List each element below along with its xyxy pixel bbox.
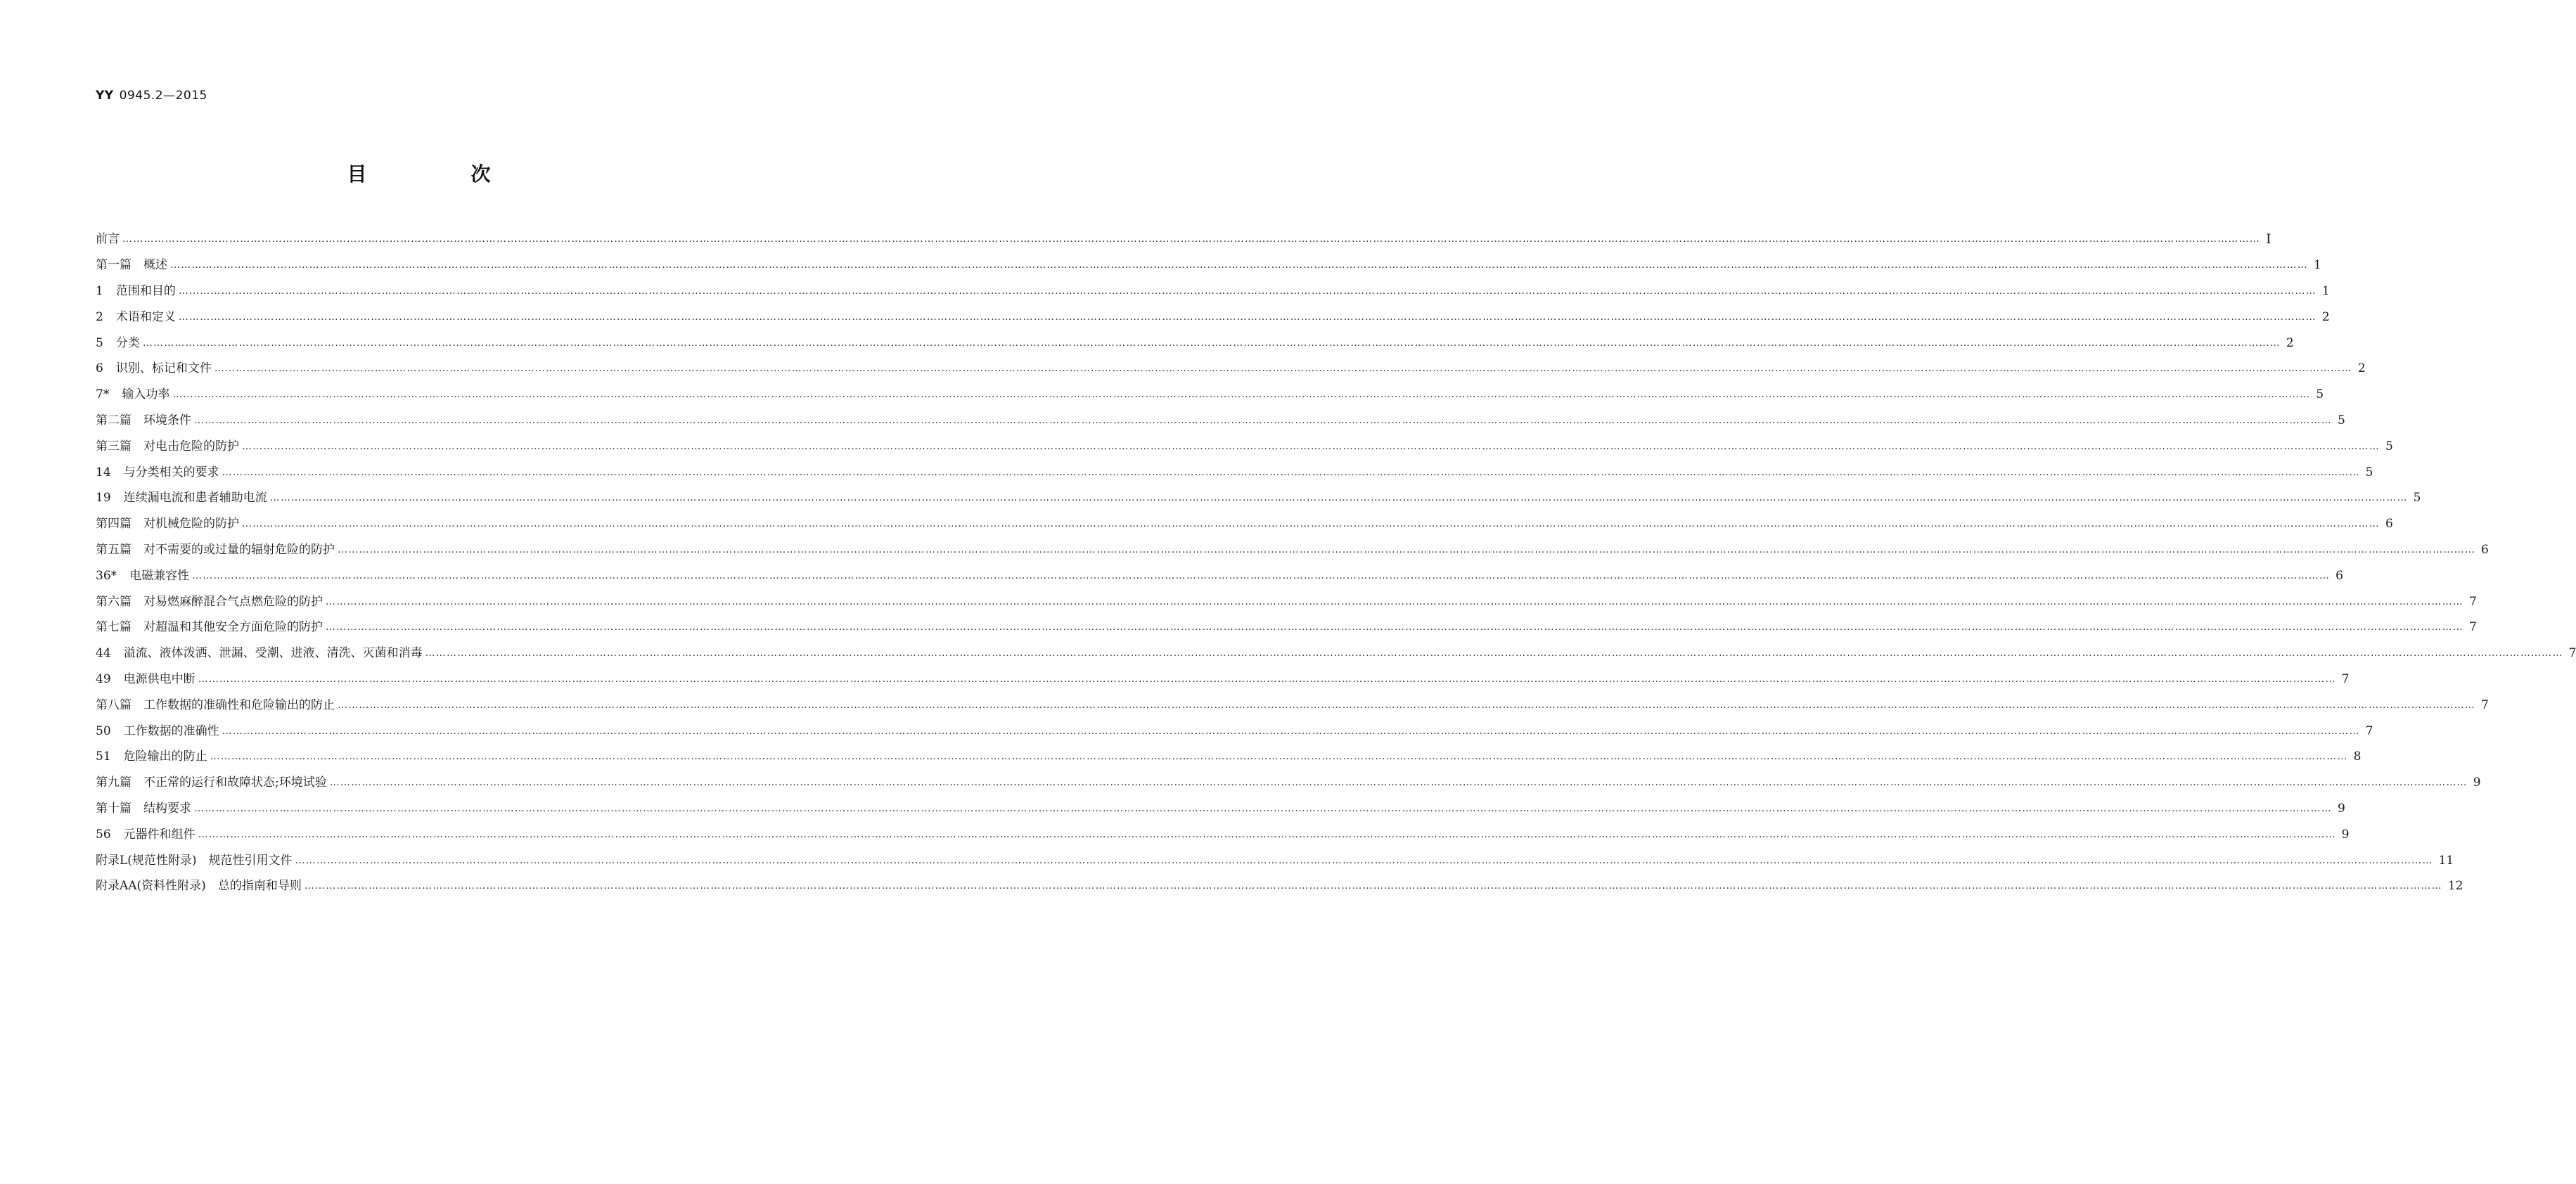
toc-dot-leader: …………………………………………………………………………………………………………………………………………………………………………………………………………………………………………………………………………………………………………………………………………………………………………………………………………………………………………………………………………………………………………………………………………………… [170,259,2308,271]
document-code-prefix: YY [96,89,114,103]
toc-dot-leader: …………………………………………………………………………………………………………………………………………………………………………………………………………………………………………………………………………………………………………………………………………………………………………………………………………………………………………………………………………………………………………………………………………………… [142,337,2281,349]
toc-entry-label: 工作数据的准确性 [123,723,219,738]
toc-dot-leader: …………………………………………………………………………………………………………………………………………………………………………………………………………………………………………………………………………………………………………………………………………………………………………………………………………………………………………………………………………………………………………………………………………………… [242,518,2380,530]
toc-entry[interactable] [96,485,2421,511]
toc-entry[interactable] [96,744,2362,770]
toc-entry[interactable] [96,330,2294,356]
toc-dot-leader: …………………………………………………………………………………………………………………………………………………………………………………………………………………………………………………………………………………………………………………………………………………………………………………………………………………………………………………………………………………………………………………………………………………… [192,570,2331,581]
toc-entry-page: 7 [2469,594,2477,609]
toc-entry-number: 2 [96,309,103,324]
toc-entry-label: 第九篇 不正常的运行和故障状态;环境试验 [96,776,327,790]
toc-entry-page: 8 [2353,749,2362,764]
toc-entry[interactable] [96,641,2576,667]
toc-entry-page: 2 [2357,361,2366,376]
toc-entry-page: Ⅰ [2266,231,2271,247]
toc-entry-number: 19 [96,491,111,506]
toc-entry-number: 51 [96,749,111,764]
toc-entry-page: 9 [2473,776,2481,790]
toc-dot-leader: …………………………………………………………………………………………………………………………………………………………………………………………………………………………………………………………………………………………………………………………………………………………………………………………………………………………………………………………………………………………………………………………………………………… [214,363,2352,375]
toc-dot-leader: …………………………………………………………………………………………………………………………………………………………………………………………………………………………………………………………………………………………………………………………………………………………………………………………………………………………………………………………………………………………………………………………………………………… [304,880,2442,892]
toc-entry-label: 第一篇 概述 [96,258,167,273]
toc-dot-leader: …………………………………………………………………………………………………………………………………………………………………………………………………………………………………………………………………………………………………………………………………………………………………………………………………………………………………………………………………………………………………………………………………………………… [425,648,2563,659]
toc-dot-leader: …………………………………………………………………………………………………………………………………………………………………………………………………………………………………………………………………………………………………………………………………………………………………………………………………………………………………………………………………………………………………………………………………………………… [326,596,2463,607]
toc-entry-label: 范围和目的 [115,283,176,298]
toc-entry-page: 7 [2365,723,2373,738]
toc-entry-page: 1 [2314,258,2321,273]
toc-entry-page: 7 [2481,697,2489,712]
toc-entry-label: 第十篇 结构要求 [96,801,191,816]
toc-entry-label: 术语和定义 [115,309,176,324]
toc-entry-page: 1 [2321,283,2330,298]
toc-dot-leader: …………………………………………………………………………………………………………………………………………………………………………………………………………………………………………………………………………………………………………………………………………………………………………………………………………………………………………………………………………………………………………………………………………………… [178,311,2317,323]
page-title: 目 次 [347,162,533,186]
toc-entry-label: 电磁兼容性 [129,568,190,583]
toc-dot-leader: …………………………………………………………………………………………………………………………………………………………………………………………………………………………………………………………………………………………………………………………………………………………………………………………………………………………………………………………………………………………………………………………………………………… [198,828,2336,840]
toc-entry[interactable] [96,718,2373,744]
toc-entry[interactable] [96,511,2393,537]
toc-entry-label: 分类 [115,335,140,350]
toc-entry[interactable] [96,562,2343,588]
toc-entry-number: 6 [96,361,103,376]
toc-dot-leader: …………………………………………………………………………………………………………………………………………………………………………………………………………………………………………………………………………………………………………………………………………………………………………………………………………………………………………………………………………………………………………………………………………………… [338,543,2475,555]
toc-entry-label: 第八篇 工作数据的准确性和危险输出的防止 [96,697,335,712]
toc-entry-page: 7 [2341,671,2350,686]
document-code-number: 0945.2—2015 [119,89,207,103]
toc-entry-label: 输入功率 [122,387,170,402]
toc-entry-page: 11 [2438,853,2454,868]
toc-dot-leader: …………………………………………………………………………………………………………………………………………………………………………………………………………………………………………………………………………………………………………………………………………………………………………………………………………………………………………………………………………………………………………………………………………………… [242,440,2380,452]
toc-entry-page: 9 [2338,801,2345,816]
toc-entry-page: 6 [2385,517,2393,532]
toc-dot-leader: …………………………………………………………………………………………………………………………………………………………………………………………………………………………………………………………………………………………………………………………………………………………………………………………………………………………………………………………………………………………………………………………………………………… [194,414,2332,426]
toc-entry-label: 危险输出的防止 [123,749,207,764]
toc-entry[interactable] [96,408,2345,434]
toc-entry-label: 与分类相关的要求 [123,465,219,480]
toc-entry-label: 溢流、液体泼洒、泄漏、受潮、进液、清洗、灭菌和消毒 [123,646,423,661]
toc-entry-label: 识别、标记和文件 [115,361,212,376]
toc-entry[interactable] [96,692,2489,718]
toc-dot-leader: …………………………………………………………………………………………………………………………………………………………………………………………………………………………………………………………………………………………………………………………………………………………………………………………………………………………………………………………………………………………………………………………………………………… [122,233,2260,245]
toc-dot-leader: …………………………………………………………………………………………………………………………………………………………………………………………………………………………………………………………………………………………………………………………………………………………………………………………………………………………………………………………………………………………………………………………………………………… [329,777,2468,789]
toc-entry-page: 2 [2286,335,2294,350]
toc-entry-label: 第二篇 环境条件 [96,413,191,427]
toc-entry[interactable] [96,796,2345,822]
toc-dot-leader: …………………………………………………………………………………………………………………………………………………………………………………………………………………………………………………………………………………………………………………………………………………………………………………………………………………………………………………………………………………………………………………………………………………… [198,673,2336,685]
toc-entry-page: 7 [2469,620,2477,635]
toc-dot-leader: …………………………………………………………………………………………………………………………………………………………………………………………………………………………………………………………………………………………………………………………………………………………………………………………………………………………………………………………………………………………………………………………………………………… [172,389,2311,401]
toc-entry[interactable] [96,252,2321,278]
toc-entry-label: 连续漏电流和患者辅助电流 [123,491,267,506]
toc-entry[interactable] [96,873,2463,899]
toc-entry[interactable] [96,304,2330,330]
toc-dot-leader: …………………………………………………………………………………………………………………………………………………………………………………………………………………………………………………………………………………………………………………………………………………………………………………………………………………………………………………………………………………………………………………………………………………… [210,751,2348,763]
toc-entry-number: 1 [96,283,103,298]
toc-entry-number: 36* [96,568,117,583]
toc-dot-leader: …………………………………………………………………………………………………………………………………………………………………………………………………………………………………………………………………………………………………………………………………………………………………………………………………………………………………………………………………………………………………………………………………………………… [194,802,2332,814]
toc-entry-label: 第五篇 对不需要的或过量的辐射危险的防护 [96,542,335,557]
toc-entry-label: 第四篇 对机械危险的防护 [96,517,239,532]
toc-entry-page: 5 [2365,465,2373,480]
toc-entry-page: 5 [2413,491,2421,506]
toc-entry-number: 50 [96,723,111,738]
toc-entry-label: 附录AA(资料性附录) 总的指南和导则 [96,879,302,894]
toc-dot-leader: …………………………………………………………………………………………………………………………………………………………………………………………………………………………………………………………………………………………………………………………………………………………………………………………………………………………………………………………………………………………………………………………………………………… [222,725,2360,737]
toc-entry[interactable] [96,588,2477,614]
toc-entry-label: 第六篇 对易燃麻醉混合气点燃危险的防护 [96,594,323,609]
toc-entry-label: 电源供电中断 [123,671,196,686]
toc-dot-leader: …………………………………………………………………………………………………………………………………………………………………………………………………………………………………………………………………………………………………………………………………………………………………………………………………………………………………………………………………………………………………………………………………………………… [338,699,2475,711]
toc-entry-page: 6 [2335,568,2343,583]
toc-entry[interactable] [96,459,2373,485]
table-of-contents [96,226,2576,899]
toc-entry-page: 5 [2316,387,2324,402]
toc-entry-page: 12 [2447,879,2463,894]
toc-entry[interactable] [96,433,2393,459]
toc-entry-page: 5 [2338,413,2345,427]
toc-entry-number: 14 [96,465,111,480]
toc-entry[interactable] [96,614,2477,641]
toc-entry[interactable] [96,278,2330,304]
toc-entry-page: 9 [2341,827,2350,842]
toc-entry-page: 2 [2321,309,2330,324]
toc-entry[interactable] [96,847,2454,873]
toc-entry-label: 第三篇 对电击危险的防护 [96,439,239,453]
toc-entry[interactable] [96,667,2350,693]
toc-dot-leader: …………………………………………………………………………………………………………………………………………………………………………………………………………………………………………………………………………………………………………………………………………………………………………………………………………………………………………………………………………………………………………………………………………………… [295,854,2433,866]
toc-entry-label: 第七篇 对超温和其他安全方面危险的防护 [96,620,323,635]
toc-entry[interactable] [96,537,2489,563]
toc-entry[interactable] [96,821,2350,847]
toc-entry-number: 7* [96,387,110,402]
toc-dot-leader: …………………………………………………………………………………………………………………………………………………………………………………………………………………………………………………………………………………………………………………………………………………………………………………………………………………………………………………………………………………………………………………………………………………… [222,466,2360,478]
toc-entry-page: 7 [2568,646,2576,661]
toc-dot-leader: …………………………………………………………………………………………………………………………………………………………………………………………………………………………………………………………………………………………………………………………………………………………………………………………………………………………………………………………………………………………………………………………………………………… [178,285,2317,297]
toc-entry-page: 5 [2385,439,2393,453]
toc-entry-label: 附录L(规范性附录) 规范性引用文件 [96,853,293,868]
toc-entry[interactable] [96,226,2271,252]
toc-entry-number: 56 [96,827,111,842]
toc-dot-leader: …………………………………………………………………………………………………………………………………………………………………………………………………………………………………………………………………………………………………………………………………………………………………………………………………………………………………………………………………………………………………………………………………………………… [269,492,2408,504]
document-code [96,89,207,103]
toc-entry-label: 元器件和组件 [123,827,196,842]
toc-entry[interactable] [96,382,2324,408]
toc-dot-leader: …………………………………………………………………………………………………………………………………………………………………………………………………………………………………………………………………………………………………………………………………………………………………………………………………………………………………………………………………………………………………………………………………………………… [326,622,2463,633]
toc-entry-number: 5 [96,335,103,350]
toc-entry-label: 前言 [96,232,120,247]
toc-entry-number: 44 [96,646,111,661]
toc-entry-number: 49 [96,671,111,686]
toc-entry[interactable] [96,356,2366,382]
toc-entry-page: 6 [2481,542,2489,557]
toc-entry[interactable] [96,770,2481,796]
